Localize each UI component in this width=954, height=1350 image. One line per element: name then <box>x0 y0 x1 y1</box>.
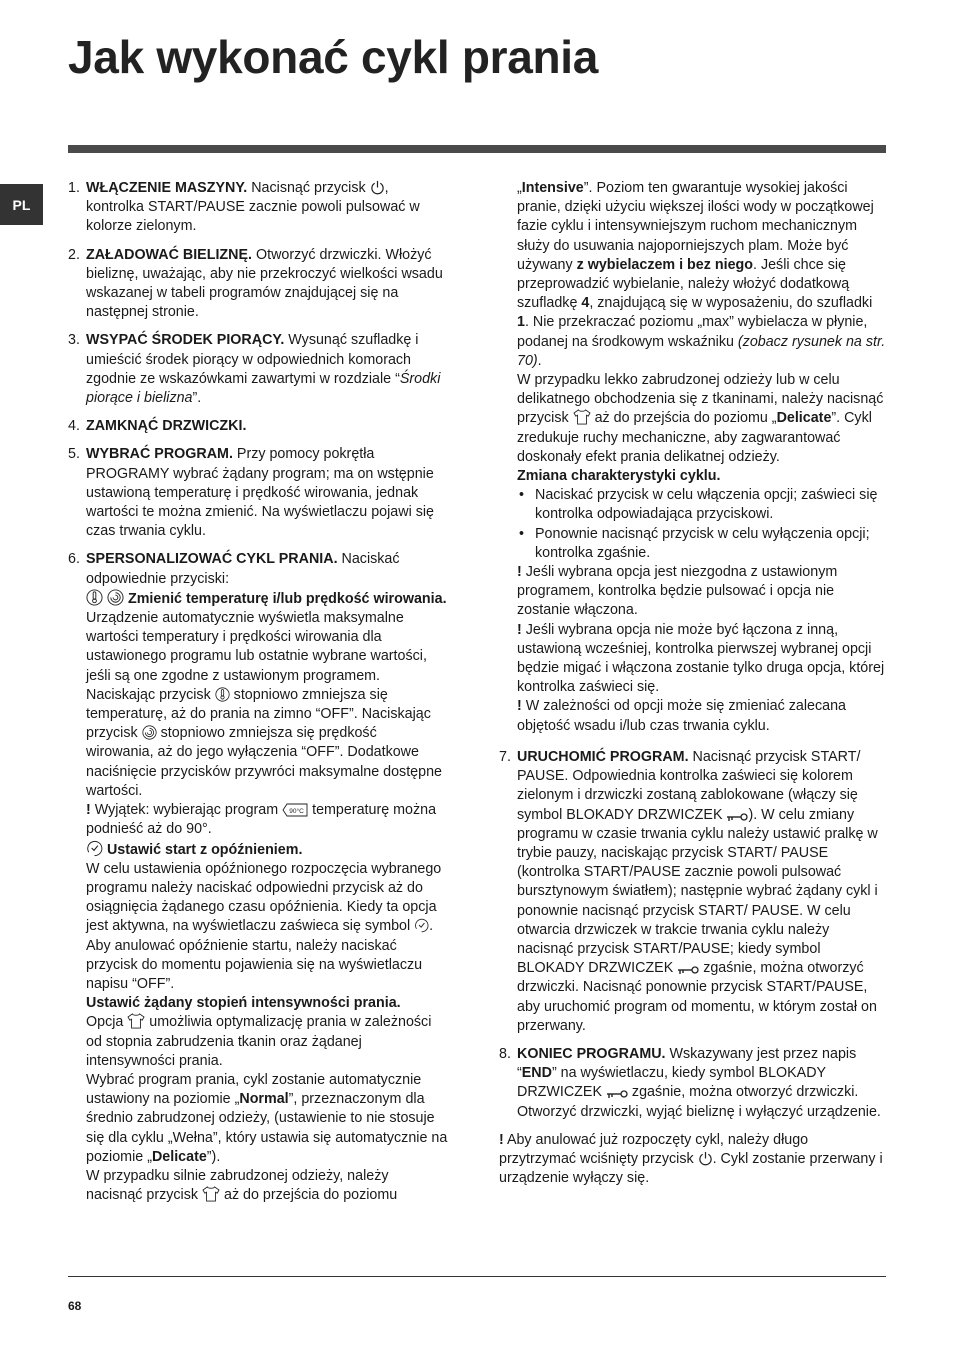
step-6: 6. SPERSONALIZOWAĆ CYKL PRANIA. Naciskać odpowiednie przyciski: Zmienić temperaturę i/lub prędkość wirowania. Urządzenie automatycznie wyświetla maksymalne wartości temperatury i prędkości wirowania dla ustawionego programu lub ostatnie wybrane wartości, jeśli są one zgodne z ustawionym programem. Naciskając przycisk stopniowo zmniejsza się temperaturę, aż do prania na zimno “OFF”. Naciskając przycisk stopniowo zmniejsza się prędkość wirowania, aż do jego wyłączenia “OFF”. Dodatkowe naciśnięcie przycisków przywróci maksymalne dostępne wartości. ! Wyjątek: wybierając program 90°C temperaturę można podnieść aż do 90°. Ustawić start z opóźnieniem. W celu ustawienia opóźnionego rozpoczęcia wybranego programu należy naciskać odpowiedni przycisk aż do osiągnięcia żądanego czasu opóźnienia. Kiedy ta opcja jest aktywna, na wyświetlaczu zaświeca się symbol . Aby anulować opóźnienie startu, należy naciskać przycisk do momentu pojawienia się na wyświetlaczu napisu “OFF”. Ustawić żądany stopień intensywności prania. Opcja umożliwia optymalizację prania w zależności od stopnia zabrudzenia tkanin oraz żądanej intensywności prania. Wybrać program prania, cykl zostanie automatycznie ustawiony na poziomie „Normal”, przeznaczonym dla średnio zabrudzonej odzieży, (ustawienie to nie stosuje się dla cyklu „Wełna”, który ustawia się automatycznie na poziomie „Delicate”). W przypadku silnie zabrudzonej odzieży, należy nacisnąć przycisk aż do przejścia do poziomu <box>68 550 448 1205</box>
delay-timer-icon <box>86 840 103 857</box>
program-90c-label: 90°C <box>289 808 304 816</box>
warning-note: ! Jeśli wybrana opcja jest niezgodna z ustawionym programem, kontrolka będzie pulsować i opcja nie zostanie włączona. <box>517 564 838 619</box>
page-title: Jak wykonać cykl prania <box>68 31 599 83</box>
delay-start-heading: Ustawić start z opóźnieniem. <box>106 841 303 858</box>
title-divider <box>68 145 886 153</box>
step-4-heading: ZAMKNĄĆ DRZWICZKI. <box>86 418 247 435</box>
warning-mark: ! <box>517 621 522 638</box>
temperature-spin-section: Zmienić temperaturę i/lub prędkość wirowania. Urządzenie automatycznie wyświetla maksymalne wartości temperatury i prędkości wirowania dla ustawionego programu lub ostatnie wybrane wartości, jeśli są one zgodne z ustawionym programem. Naciskając przycisk stopniowo zmniejsza się temperaturę, aż do prania na zimno “OFF”. Naciskając przycisk stopniowo zmniejsza się prędkość wirowania, aż do jego wyłączenia “OFF”. Dodatkowe naciśnięcie przycisków przywróci maksymalne dostępne wartości. <box>86 590 447 799</box>
step-3: 3. WSYPAĆ ŚRODEK PIORĄCY. Wysunąć szufladkę i umieścić środek piorący w odpowiednich komorach zgodnie ze wskazówkami zawartymi w rozdziale “Środki piorące i bielizna”. <box>68 332 441 407</box>
list-item: • Ponownie nacisnąć przycisk w celu wyłączenia opcji; kontrolka zgaśnie. <box>519 525 870 561</box>
door-lock-key-icon <box>606 1089 628 1099</box>
cancel-cycle-note: ! Aby anulować już rozpoczęty cykl, należy długo przytrzymać wciśnięty przycisk . Cykl zostanie przerwany i urządzenie wyłączy się. <box>499 1131 883 1187</box>
left-column <box>68 179 448 1214</box>
page-number: 68 <box>68 1299 82 1313</box>
warning-note: ! W zależności od opcji może się zmieniać zalecana objętość wsadu i/lub czas trwania cyklu. <box>517 698 846 734</box>
exception-note: ! Wyjątek: wybierając program 90°C temperaturę można podnieść aż do 90°. <box>86 802 437 838</box>
intensity-section: Ustawić żądany stopień intensywności prania. Opcja umożliwia optymalizację prania w zależności od stopnia zabrudzenia tkanin oraz żądanej intensywności prania. Wybrać program prania, cykl zostanie automatycznie ustawiony na poziomie „Normal”, przeznaczonym dla średnio zabrudzonej odzieży, (ustawienie to nie stosuje się dla cyklu „Wełna”, który ustawia się automatycznie na poziomie „Delicate”). W przypadku silnie zabrudzonej odzieży, należy nacisnąć przycisk aż do przejścia do poziomu <box>86 995 448 1204</box>
step-8: 8. KONIEC PROGRAMU. Wskazywany jest przez napis “END” na wyświetlaczu, kiedy symbol BLOKADY DRZWICZEK zgaśnie, można otworzyć drzwiczki. Otworzyć drzwiczki, wyjąć bieliznę i wyłączyć urządzenie. <box>499 1045 881 1120</box>
power-icon <box>370 180 385 195</box>
warning-mark: ! <box>517 564 522 581</box>
thermometer-icon <box>86 589 103 606</box>
program-90c-icon <box>282 803 308 817</box>
shirt-icon <box>127 1013 145 1029</box>
step-1: 1. WŁĄCZENIE MASZYNY. Nacisnąć przycisk , kontrolka START/PAUSE zacznie powoli pulsować w kolorze zielonym. <box>68 180 420 235</box>
shirt-icon <box>573 409 591 425</box>
spin-icon <box>142 725 157 740</box>
step-2: 2. ZAŁADOWAĆ BIELIZNĘ. Otworzyć drzwiczki. Włożyć bieliznę, uważając, aby nie przekroczyć wielkości wsadu wskazanej w tabeli programów znajdującej się na następnej stronie. <box>68 246 443 321</box>
step-5: 5. WYBRAĆ PROGRAM. Przy pomocy pokrętła PROGRAMY wybrać żądany program; ma on wstępnie ustawioną temperaturę i prędkość wirowania, jednak wartości te można zmienić. Na wyświetlaczu pojawi się czas trwania cyklu. <box>68 446 435 540</box>
list-item: • Naciskać przycisk w celu włączenia opcji; zaświeci się kontrolka odpowiadająca przyciskowi. <box>519 487 878 523</box>
step-1-heading: WŁĄCZENIE MASZYNY. <box>86 180 248 196</box>
right-column <box>499 179 886 1188</box>
step-2-heading: ZAŁADOWAĆ BIELIZNĘ. <box>86 246 252 263</box>
step-7-heading: URUCHOMIĆ PROGRAM. <box>517 748 689 765</box>
shirt-icon <box>202 1186 220 1202</box>
step-4: 4. ZAMKNĄĆ DRZWICZKI. <box>68 418 247 435</box>
step-8-heading: KONIEC PROGRAMU. <box>517 1045 666 1062</box>
delay-timer-icon <box>414 918 429 933</box>
cycle-change-heading: Zmiana charakterystyki cyklu. <box>517 468 721 485</box>
warning-mark: ! <box>499 1131 504 1148</box>
intensity-continuation: „Intensive”. Poziom ten gwarantuje wysokiej jakości pranie, dzięki użyciu większej ilości wody w początkowej fazie cyklu i intensywniejszym ruchom mechanicznym służy do usuwania najoporniejszych plam. Może być używany z wybielaczem i bez niego. Jeśli chce się przeprowadzić wybielanie, należy włożyć dodatkową szufladkę 4, znajdującą się w wyposażeniu, do szufladki 1. Nie przekraczać poziomu „max” wybielacza w płynie, podanej na środkowym wskaźniku (zobacz rysunek na str. 70). W przypadku lekko zabrudzonej odzieży lub w celu delikatnego obchodzenia się z tkaninami, należy nacisnąć przycisk aż do przejścia do poziomu „Delicate”. Cykl zredukuje ruchy mechaniczne, aby zagwarantować doskonały efekt prania delikatnej odzieży. Zmiana charakterystyki cyklu. • Naciskać przycisk w celu włączenia opcji; zaświeci się kontrolka odpowiadająca przyciskowi. • Ponownie nacisnąć przycisk w celu wyłączenia opcji; kontrolka zgaśnie. ! Jeśli wybrana opcja jest niezgodna z ustawionym programem, kontrolka będzie pulsować i opcja nie zostanie włączona. ! Jeśli wybrana opcja nie może być łączona z inną, ustawioną wcześniej, kontrolka pierwszej wybranej opcji będzie migać i włączona zostanie tylko druga opcja, której kontrolka zaświeci się. ! W zależności od opcji może się zmieniać zalecana objętość wsadu i/lub czas trwania cyklu. <box>499 179 886 736</box>
footer-divider <box>68 1276 886 1277</box>
step-3-heading: WSYPAĆ ŚRODEK PIORĄCY. <box>86 332 285 349</box>
warning-note: ! Jeśli wybrana opcja nie może być łączona z inną, ustawioną wcześniej, kontrolka pierwszej wybranej opcji będzie migać i włączona zostanie tylko druga opcja, której kontrolka zaświeci się. <box>517 621 885 696</box>
delay-start-section: Ustawić start z opóźnieniem. W celu ustawienia opóźnionego rozpoczęcia wybranego programu należy naciskać odpowiedni przycisk aż do osiągnięcia żądanego czasu opóźnienia. Kiedy ta opcja jest aktywna, na wyświetlaczu zaświeca się symbol . Aby anulować opóźnienie startu, należy naciskać przycisk do momentu pojawienia się na wyświetlaczu napisu “OFF”. <box>86 841 442 992</box>
step-7: 7. URUCHOMIĆ PROGRAM. Nacisnąć przycisk START/ PAUSE. Odpowiednia kontrolka zaświeci się kolorem zielonym i drzwiczki zostaną zablokowane (włączy się symbol BLOKADY DRZWICZEK ). W celu zmiany programu w czasie trwania cyklu należy ustawić pralkę w trybie pauzy, naciskając przycisk START/ PAUSE (kontrolka START/PAUSE zacznie powoli pulsować bursztynowym światłem); następnie wybrać żądany cykl i ponownie nacisnąć przycisk START/ PAUSE. W celu otwarcia drzwiczek w trakcie trwania cyklu należy nacisnąć przycisk START/PAUSE; kiedy symbol BLOKADY DRZWICZEK zgaśnie, można otworzyć drzwiczki. Nacisnąć ponownie przycisk START/PAUSE, aby uruchomić program od momentu, w którym został on przerwany. <box>499 748 878 1034</box>
door-lock-key-icon <box>726 812 748 822</box>
step-5-heading: WYBRAĆ PROGRAM. <box>86 446 233 463</box>
door-lock-key-icon <box>677 965 699 975</box>
intensity-heading: Ustawić żądany stopień intensywności prania. <box>86 995 401 1012</box>
language-tab: PL <box>0 184 43 225</box>
spin-icon <box>107 589 124 606</box>
warning-mark: ! <box>517 698 522 715</box>
warning-mark: ! <box>86 802 91 819</box>
temperature-spin-heading: Zmienić temperaturę i/lub prędkość wirowania. <box>127 590 447 607</box>
step-6-heading: SPERSONALIZOWAĆ CYKL PRANIA. <box>86 551 338 568</box>
thermometer-icon <box>215 687 230 702</box>
power-icon <box>698 1151 713 1166</box>
